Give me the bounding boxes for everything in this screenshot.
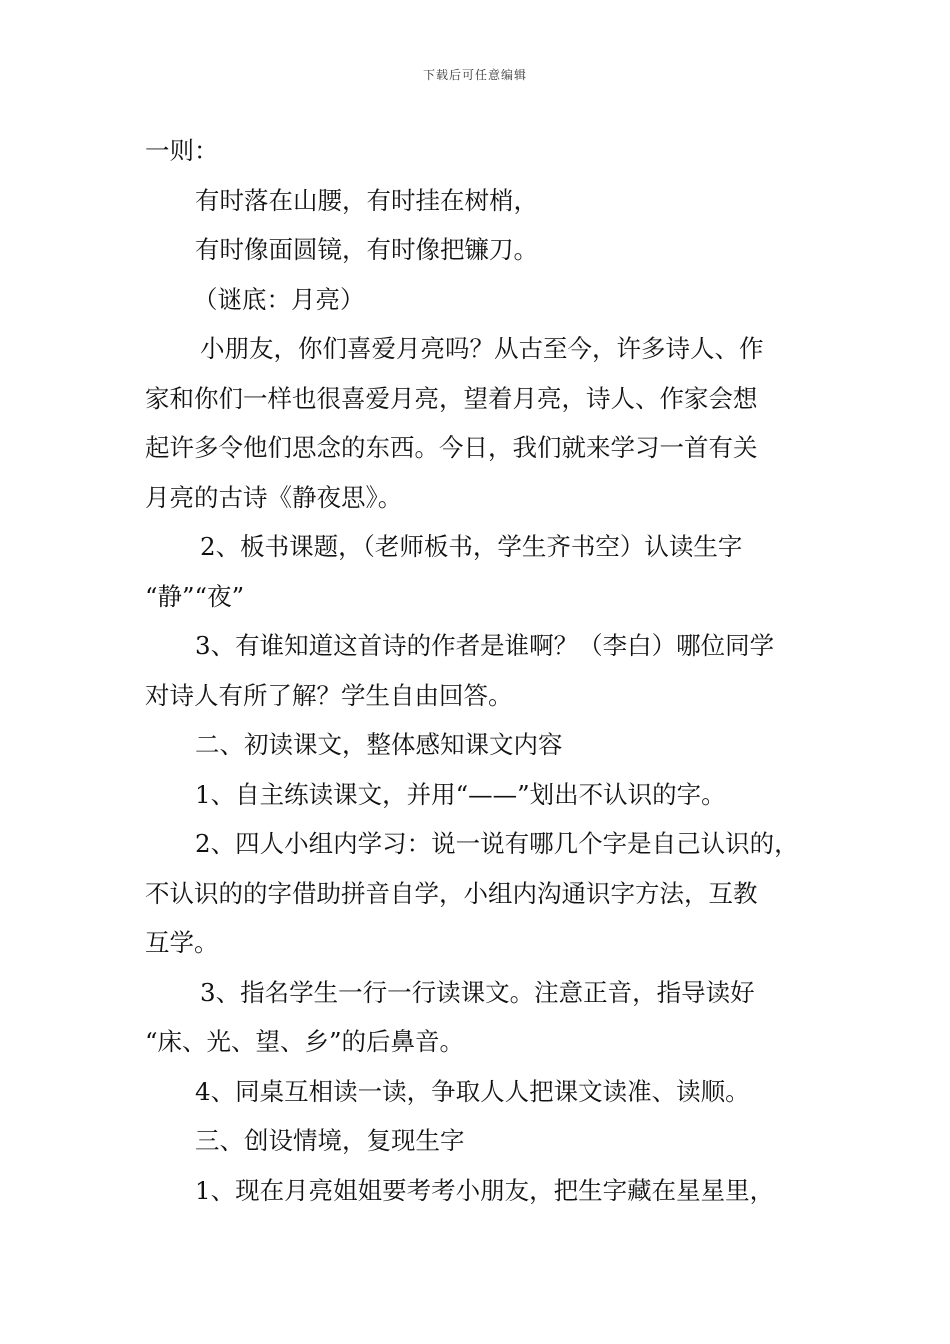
text-line: 4、同桌互相读一读，争取人人把课文读准、读顺。 xyxy=(195,1076,750,1106)
text-line: 对诗人有所了解？学生自由回答。 xyxy=(145,680,513,710)
page-header: 下载后可任意编辑 xyxy=(422,68,527,82)
text-line: 1、现在月亮姐姐要考考小朋友，把生字藏在星星里， xyxy=(195,1175,775,1205)
text-line: “静”“夜” xyxy=(145,581,245,611)
section-heading: 二、初读课文，整体感知课文内容 xyxy=(195,730,563,759)
text-line: 起许多令他们思念的东西。今日，我们就来学习一首有关 xyxy=(145,433,758,462)
text-line: 小朋友，你们喜爱月亮吗？从古至今，许多诗人、作 xyxy=(200,334,764,363)
text-line: 1、自主练读课文，并用“——”划出不认识的字。 xyxy=(195,779,726,809)
text-line: （谜底：月亮） xyxy=(193,284,365,314)
section-heading: 三、创设情境，复现生字 xyxy=(195,1126,465,1155)
text-line: 2、板书课题，（老师板书，学生齐书空）认读生字 xyxy=(200,532,743,561)
text-line: 家和你们一样也很喜爱月亮，望着月亮，诗人、作家会想 xyxy=(145,383,758,413)
text-line: 有时像面圆镜，有时像把镰刀。 xyxy=(195,235,538,264)
document-body xyxy=(145,126,815,1215)
text-line: 3、指名学生一行一行读课文。注意正音，指导读好 xyxy=(200,977,755,1007)
text-line: 3、有谁知道这首诗的作者是谁啊？（李白）哪位同学 xyxy=(195,631,775,660)
text-line: 月亮的古诗《静夜思》。 xyxy=(145,482,403,512)
text-line: 2、四人小组内学习：说一说有哪几个字是自己认识的， xyxy=(195,829,799,858)
text-line: 互学。 xyxy=(145,928,219,957)
text-line: 有时落在山腰，有时挂在树梢， xyxy=(195,185,538,215)
text-line: 一则： xyxy=(145,136,219,165)
text-line: 不认识的的字借助拼音自学，小组内沟通识字方法，互教 xyxy=(145,878,758,908)
text-line: “床、光、望、乡”的后鼻音。 xyxy=(145,1027,465,1056)
